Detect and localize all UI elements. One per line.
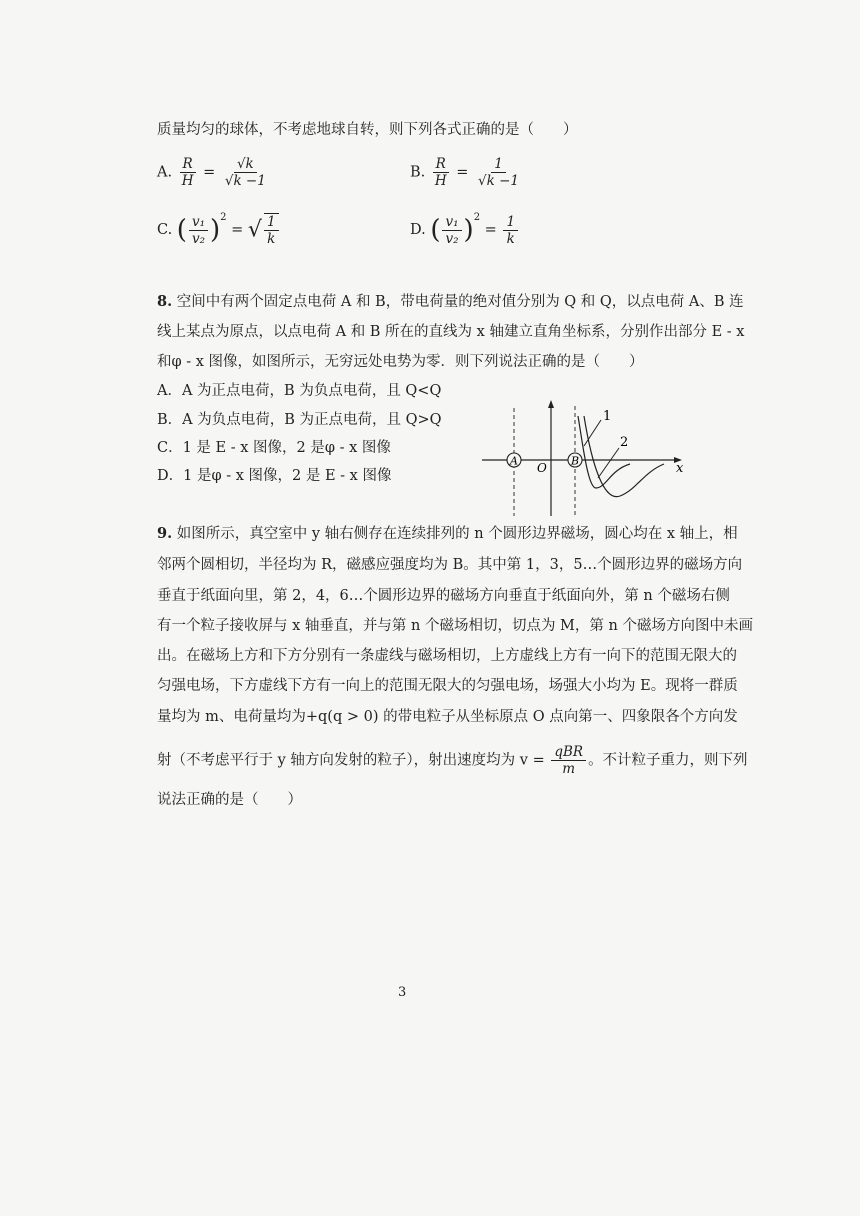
- page-number: 3: [398, 985, 407, 1000]
- q8-line-1: [157, 292, 744, 312]
- pointer-2: [598, 448, 619, 478]
- q9-line-1: [157, 524, 738, 544]
- q9-line-3: 垂直于纸面向里，第 2，4，6…个圆形边界的磁场方向垂直于纸面向外，第 n 个磁场右侧: [157, 588, 730, 604]
- question-number: 9.: [157, 525, 173, 542]
- option-label: C.: [157, 222, 173, 238]
- curve-1-label: 1: [603, 409, 612, 424]
- rhs-fraction: $\frac{1}{k}$: [503, 214, 518, 247]
- q7-option-a[interactable]: [157, 156, 271, 189]
- charge-a-label: A: [510, 454, 518, 468]
- q9-line-6: 匀强电场，下方虚线下方有一向上的范围无限大的匀强电场，场强大小均为 E。现将一群质: [157, 678, 738, 694]
- lhs-fraction: $\frac{\text{v₁}}{\text{v₂}}$: [442, 214, 461, 247]
- q8-option-c[interactable]: C．1 是 E - x 图像，2 是φ - x 图像: [157, 440, 391, 456]
- q9-line-2: 邻两个圆相切，半径均为 R，磁感应强度均为 B。其中第 1，3，5…个圆形边界的磁场方向: [157, 557, 743, 573]
- q7-stem-tail: 质量均匀的球体，不考虑地球自转，则下列各式正确的是（ ）: [157, 122, 578, 138]
- exponent: 2: [473, 212, 481, 223]
- y-axis-arrow: [548, 400, 554, 408]
- option-label: A.: [157, 164, 173, 181]
- q8-figure: [480, 396, 690, 520]
- q9-line-9: 说法正确的是（ ）: [157, 792, 302, 808]
- q9-text: 如图所示，真空室中 y 轴右侧存在连续排列的 n 个圆形边界磁场，圆心均在 x 轴上，相: [176, 526, 738, 542]
- charge-b-label: B: [571, 454, 580, 468]
- q7-option-d[interactable]: D. ( $\frac{\text{v₁}}{\text{v₂}}$ )$^2$ = $\frac{1}{k}$: [410, 212, 520, 247]
- curve-2-label: 2: [620, 435, 629, 450]
- q9-line-4: 有一个粒子接收屏与 x 轴垂直，并与第 n 个磁场相切，切点为 M，第 n 个磁场方向图中未画: [157, 618, 753, 634]
- equals-sign: =: [456, 164, 469, 181]
- q9-line-7: 量均为 m、电荷量均为+q(q > 0) 的带电粒子从坐标原点 O 点向第一、四象限各个方向发: [157, 709, 738, 725]
- origin-label: O: [537, 461, 547, 475]
- q8-option-d[interactable]: D．1 是φ - x 图像，2 是 E - x 图像: [157, 468, 392, 484]
- x-axis-label: x: [676, 461, 684, 476]
- q8-line-2: 线上某点为原点，以点电荷 A 和 B 所在的直线为 x 轴建立直角坐标系，分别作出部分 E - x: [157, 324, 745, 340]
- q9-line-8: [157, 744, 748, 777]
- q8-option-a[interactable]: A．A 为正点电荷，B 为负点电荷，且 Q<Q: [157, 383, 442, 399]
- sqrt-sign: √: [247, 217, 262, 243]
- rhs-fraction: $\frac{√k}{√k -1}$: [224, 156, 266, 189]
- q9-line8-pre: 射（不考虑平行于 y 轴方向发射的粒子），射出速度均为 v =: [157, 752, 545, 769]
- exponent: 2: [220, 212, 227, 223]
- rhs-fraction: $\frac{1}{k}$: [264, 213, 279, 247]
- q7-option-c[interactable]: C. ( $\frac{\text{v₁}}{\text{v₂}}$ )$^2$ = √ $\frac{1}{k}$: [157, 212, 281, 247]
- q8-text: 空间中有两个固定点电荷 A 和 B，带电荷量的绝对值分别为 Q 和 Q，以点电荷 A、B 连: [176, 294, 744, 310]
- rhs-fraction: $\frac{1}{√k -1}$: [478, 156, 520, 189]
- q7-option-b[interactable]: [410, 156, 524, 189]
- option-label: B.: [410, 164, 426, 181]
- equals-sign: =: [231, 222, 244, 238]
- question-number: 8.: [157, 293, 173, 310]
- lhs-fraction: $\frac{R}{H}$: [179, 156, 197, 189]
- q8-option-b[interactable]: B．A 为负点电荷，B 为正点电荷，且 Q>Q: [157, 412, 442, 428]
- option-label: D.: [410, 222, 426, 238]
- lhs-fraction: $\frac{R}{H}$: [432, 156, 450, 189]
- q8-line-3: 和φ - x 图像，如图所示，无穷远处电势为零．则下列说法正确的是（ ）: [157, 354, 644, 370]
- q9-line-5: 出。在磁场上方和下方分别有一条虚线与磁场相切，上方虚线上方有一向下的范围无限大的: [157, 648, 737, 664]
- q9-line8-post: 。不计粒子重力，则下列: [588, 752, 748, 769]
- equals-sign: =: [203, 164, 216, 181]
- velocity-fraction: $\frac{\text{qBR}}{m}$: [551, 744, 586, 777]
- lhs-fraction: $\frac{\text{v₁}}{\text{v₂}}$: [189, 214, 208, 247]
- equals-sign: =: [484, 222, 497, 238]
